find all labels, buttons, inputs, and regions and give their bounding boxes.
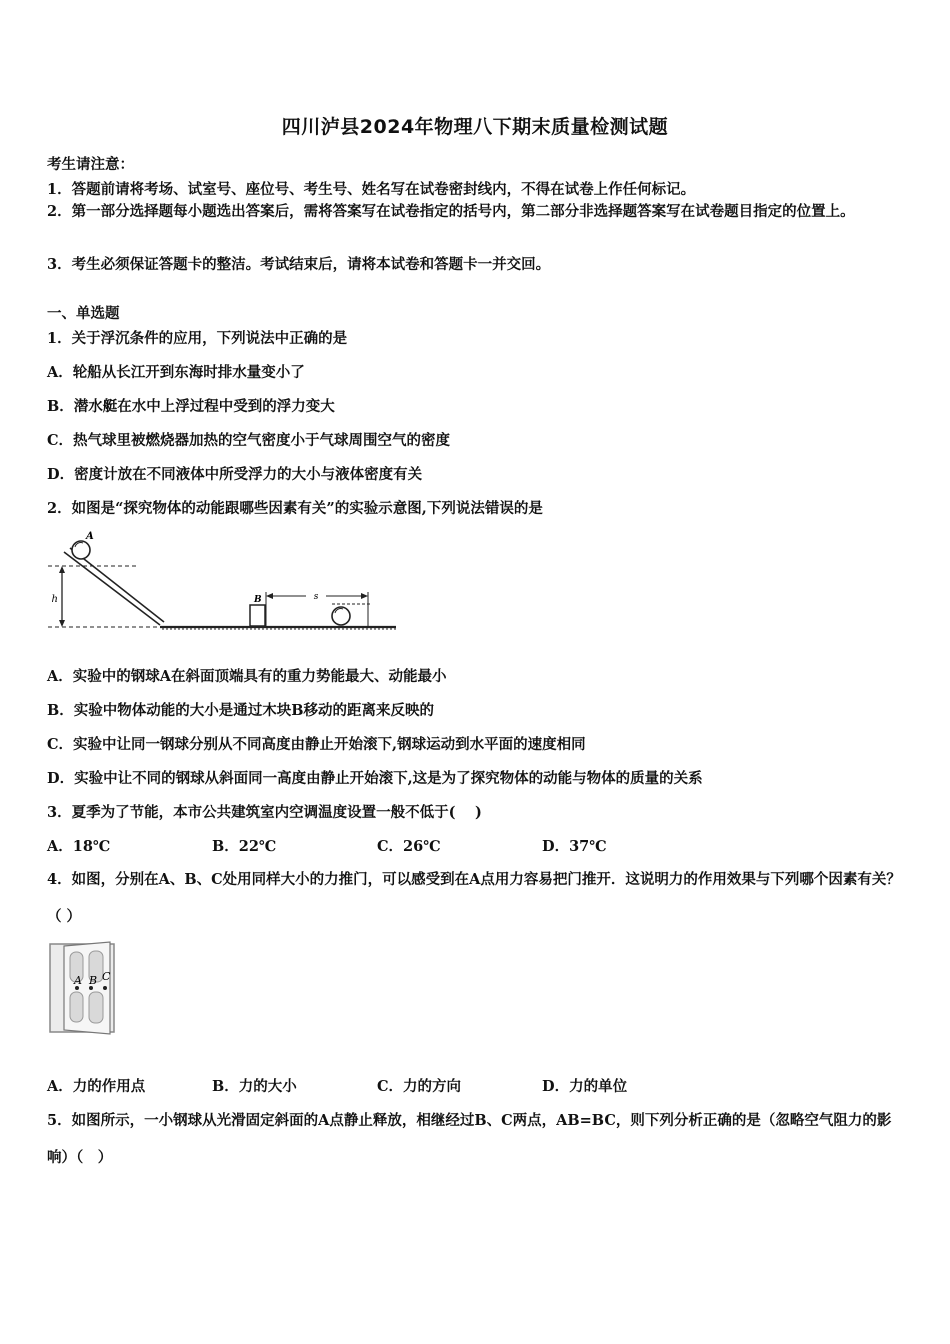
notice-item-2: 2．第一部分选择题每小题选出答案后，需将答案写在试卷指定的括号内，第二部分非选择题答案写在试卷题目指定的位置上。: [47, 203, 855, 220]
ramp-top-edge: [64, 552, 160, 625]
q1-option-c: C．热气球里被燃烧器加热的空气密度小于气球周围空气的密度: [47, 432, 451, 449]
q2-stem: 2．如图是“探究物体的动能跟哪些因素有关”的实验示意图,下列说法错误的是: [47, 500, 543, 517]
distance-arrow-head-right: [361, 593, 368, 599]
q3-option-a: A．18℃: [47, 838, 111, 855]
wooden-block-b: [250, 605, 265, 626]
q4-option-a: A．力的作用点: [47, 1078, 146, 1095]
q1-option-a: A．轮船从长江开到东海时排水量变小了: [47, 364, 305, 381]
height-label: h: [51, 594, 58, 605]
q2-option-d: D．实验中让不同的钢球从斜面同一高度由静止开始滚下,这是为了探究物体的动能与物体的质量的关系: [47, 770, 703, 787]
q3-option-b: B．22℃: [212, 838, 277, 855]
q3-option-d: D．37℃: [542, 838, 607, 855]
door-panel-lower-right: [89, 992, 103, 1023]
kinetic-energy-experiment-figure: [44, 530, 404, 640]
height-arrow-head-bottom: [59, 620, 65, 627]
notice-item-1: 1．答题前请将考场、试室号、座位号、考生号、姓名写在试卷密封线内，不得在试卷上作任何标记。: [47, 181, 696, 198]
distance-label: s: [313, 592, 319, 602]
block-b-label: B: [254, 595, 262, 605]
notice-heading: 考生请注意：: [47, 156, 134, 173]
exam-title: 四川泸县2024年物理八下期末质量检测试题: [281, 116, 669, 138]
q1-option-b: B．潜水艇在水中上浮过程中受到的浮力变大: [47, 398, 335, 415]
q4-option-c: C．力的方向: [377, 1078, 462, 1095]
q3-stem: 3．夏季为了节能，本市公共建筑室内空调温度设置一般不低于( ): [47, 804, 482, 821]
door-figure: [44, 940, 124, 1040]
steel-ball-final: [332, 607, 350, 625]
section-heading: 一、单选题: [47, 305, 120, 322]
q2-option-c: C．实验中让同一钢球分别从不同高度由静止开始滚下,钢球运动到水平面的速度相同: [47, 736, 586, 753]
q5-stem: 5．如图所示，一小钢球从光滑固定斜面的A点静止释放，相继经过B、C两点，AB=BC，则下列分析正确的是（忽略空气阻力的影响）（ ）: [47, 1112, 892, 1166]
q2-option-a: A．实验中的钢球A在斜面顶端具有的重力势能最大、动能最小: [47, 668, 447, 685]
height-arrow-head-top: [59, 566, 65, 573]
point-c: [103, 986, 107, 990]
notice-item-3: 3．考生必须保证答题卡的整洁。考试结束后，请将本试卷和答题卡一并交回。: [47, 256, 551, 273]
q2-option-b: B．实验中物体动能的大小是通过木块B移动的距离来反映的: [47, 702, 435, 719]
point-a-label: A: [74, 974, 82, 987]
door-panel-lower-left: [70, 992, 83, 1022]
q4-option-d: D．力的单位: [542, 1078, 628, 1095]
q3-option-c: C．26℃: [377, 838, 441, 855]
q4-stem: 4．如图，分别在A、B、C处用同样大小的力推门，可以感受到在A点用力容易把门推开．这说明力的作用效果与下列哪个因素有关？（ ）: [47, 871, 901, 925]
q1-stem: 1．关于浮沉条件的应用，下列说法中正确的是: [47, 330, 348, 347]
steel-ball-a: [72, 541, 90, 559]
point-c-label: C: [102, 970, 111, 983]
distance-arrow-head-left: [266, 593, 273, 599]
q4-option-b: B．力的大小: [212, 1078, 297, 1095]
q1-option-d: D．密度计放在不同液体中所受浮力的大小与液体密度有关: [47, 466, 423, 483]
ball-a-label: A: [86, 531, 94, 542]
point-b-label: B: [89, 974, 98, 987]
